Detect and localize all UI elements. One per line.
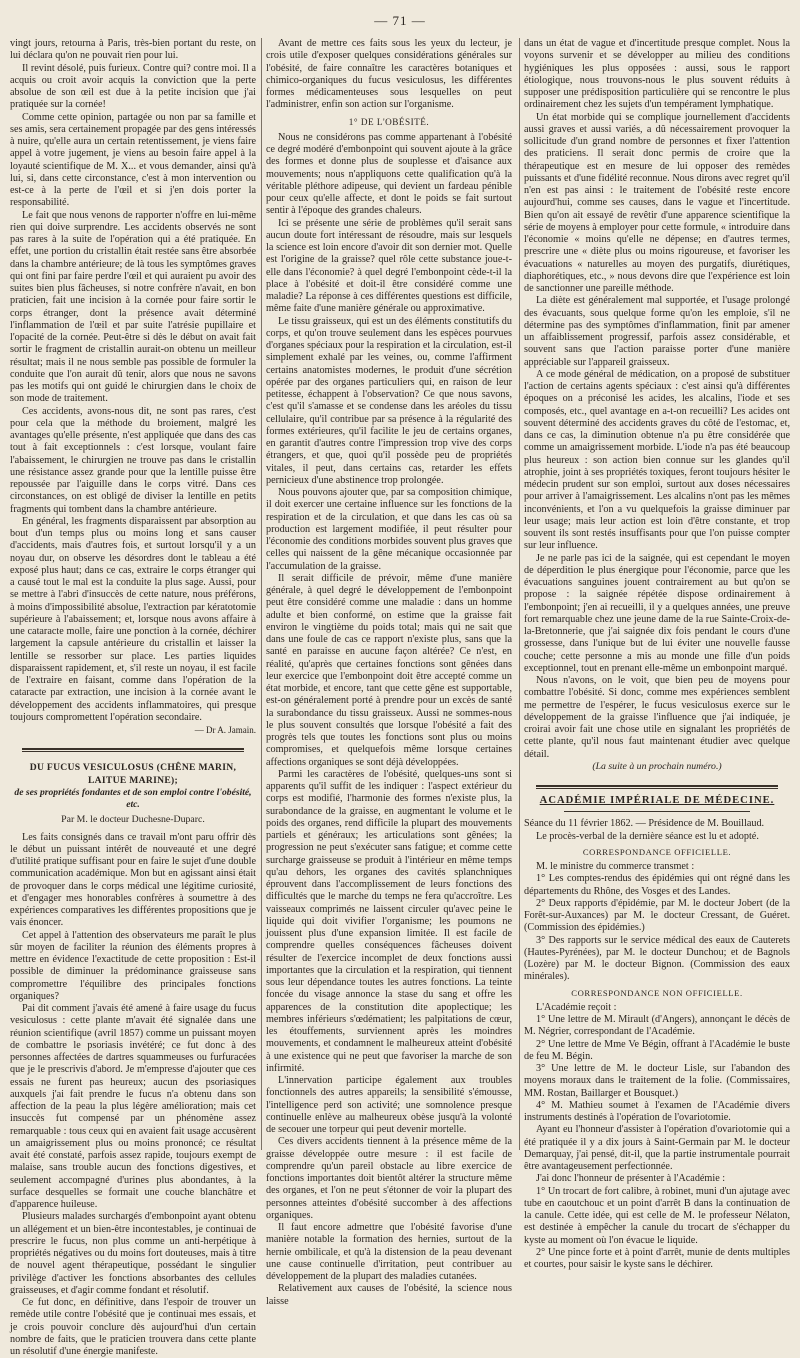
paragraph: vingt jours, retourna à Paris, très-bien portant du reste, on lui déclara qu'on ne pouvait rien pour lui. [10,38,256,62]
paragraph: Avant de mettre ces faits sous les yeux du lecteur, je crois utile d'exposer quelques considérations générales sur l'obésité, de faire connaître les caractères botaniques et chimico-organiques du fucus vesiculosus, les différentes formes médicamenteuses sous lesquelles on peut l'administrer, enfin son action sur l'organisme. [266,38,512,111]
list-item: 4° M. Mathieu soumet à l'examen de l'Académie divers instruments destinés à l'opération de l'ovariotomie. [524,1099,790,1123]
list-item: 2° Une lettre de Mme Ve Bégin, offrant à l'Académie le buste de feu M. Bégin. [524,1038,790,1062]
paragraph: Cet appel à l'attention des observateurs me paraît le plus sûr moyen de faciliter la réunion des éléments propres à mettre en évidence l'exactitude de cette proposition : Est-il possible de diminuer la prédominance graisseuse sans compromettre l'équilibre des principales fonctions organiques? [10,929,256,1002]
paragraph: Il faut encore admettre que l'obésité favorise d'une manière notable la formation des hernies, surtout de la hernie ombilicale, et qu'à la distension de la peau devenant une cause continuelle d'irritation, peut contribuer au développement de la plupart des maladies cutanées. [266,1222,512,1282]
paragraph: Le fait que nous venons de rapporter n'offre en lui-même rien qui doive surprendre. Les accidents observés ne sont pas rares à la suite de l'opération qui a été pratiquée. En effet, une portion du cristallin était restée sans être absorbée dans la chambre antérieure; de là tous les symptômes graves qui ont fini par faire perdre l'œil et qui auraient pu avoir des suites bien plus fâcheuses, si notre confrère n'avait, en bon praticien, fait une incision à la cornée pour faire sortir le corps étranger, dont la présence avait déterminé l'inflammation de l'œil et par suite l'atrésie pupillaire et l'opacité de la cornée. Peut-être si dès le début on avait fait sortir le fragment de cristallin aurait-on obtenu un meilleur résultat; mais il ne nous semble pas possible de formuler la conduite que l'on aurait dû tenir, alors que nous ne savons pas les motifs qui ont guidé le chirurgien dans le choix de son mode de traitement. [10,209,256,405]
column-divider [519,38,520,1150]
paragraph: Ce fut donc, en définitive, dans l'espoir de trouver un remède utile contre l'obésité que je continuai mes essais, et je crois pouvoir conclure dès aujourd'hui d'un certain nombre de faits, que le praticien trouvera dans cette plante un résolutif d'une énergie manifeste. [10,1297,256,1357]
paragraph: En général, les fragments disparaissent par absorption au bout d'un temps plus ou moins long et sans causer d'accidents, mais d'autres fois, et surtout lorsqu'il y a un noyau dur, on observe les désordres dont le tableau a été exposé plus haut; dans ce cas, extraire le corps étranger qui a causé tout le mal est la conduite la plus sage. Aussi, pour se mettre à l'abri d'insuccès de cette nature, nous préférons, à moins d'impossibilité absolue, l'extraction par kératotomie supérieure à l'abaissement; et, lorsque nous avons affaire à une cataracte molle, faire une ponction à la cornée, déchirer largement la capsule antérieure du cristallin et laisser la lentille se ressorber sur place. Les parties liquides disparaissent rapidement, et, s'il reste un noyau, il est facile de l'extraire en faisant, comme dans l'opération de la cataracte par extraction, une incision à la cornée avant le développement des accidents inflammatoires, qui presque toujours compromettent l'opération secondaire. [10,515,256,723]
paragraph: Ces accidents, avons-nous dit, ne sont pas rares, c'est pour cela que la méthode du broiement, malgré les avantages qu'elle présente, n'est appliquée que dans des cas tout à fait exceptionnels : c'est lorsque, voulant faire l'abaissement, le chirurgien ne trouve pas dans le cristallin une résistance assez grande pour que la lentille puisse être repoussée par l'aiguille dans le corps vitré. Dans ces circonstances, on est obligé de diviser la lentille en petits fragments qui tombent dans la chambre antérieure. [10,405,256,515]
column-right [524,38,790,1270]
page-header [10,12,790,40]
column-middle [266,38,513,1307]
list-item: 3° Une lettre de M. le docteur Lisle, sur l'abandon des moyens moraux dans le traitement de la folie. (Commissaires, MM. Rostan, Baillarger et Bousquet.) [524,1063,790,1099]
paragraph: Le tissu graisseux, qui est un des éléments constitutifs du corps, et qu'on trouve seulement dans les espèces pourvues d'organes spéciaux pour la respiration et la circulation, est-il simplement exhalé par les veines, ou, comme l'affirment certains anatomistes modernes, le produit d'une sécrétion opérée par des organes particuliers qui, en raison de leur petitesse, échappent à l'observation? Ce que nous savons, c'est qu'il s'amasse et se condense dans les aréoles du tissu cellulaire, qu'il contribue par sa présence à la régularité des formes extérieures, qu'il facilite le jeu de certains organes, en garantit d'autres contre l'impression trop vive des corps étrangers, et que, quoi qu'il possède peu de propriétés vitales, il peut, dans certains cas, retarder les effets pernicieux d'une abstinence trop prolongée. [266,315,512,486]
list-item: 3° Des rapports sur le service médical des eaux de Cauterets (Hautes-Pyrénées), par M. le docteur Dunchou; et de Bagnols (Lozère) par M. le docteur Bignon. (Commission des eaux minérales). [524,934,790,983]
paragraph: Nous n'avons, on le voit, que bien peu de moyens pour combattre l'obésité. Si donc, comme mes expériences semblent me permettre de l'espérer, le fucus vesiculosus exerce sur le développement de la graisse l'influence que j'ai indiquée, je croirai avoir fait une chose utile en signalant les propriétés de cette plante, qu'il nous faut maintenant étudier avec quelque détail. [524,675,790,760]
list-item: 1° Les comptes-rendus des épidémies qui ont régné dans les départements du Rhône, des Vosges et des Landes. [524,873,790,897]
paragraph: Il revint désolé, puis furieux. Contre qui? contre moi. Il a acquis ou croit avoir acquis la conviction que la perte absolue de son œil est due à la petite incision que j'ai pratiquée sur la cornée! [10,62,256,111]
paragraph: A ce mode général de médication, on a proposé de substituer l'action de certains agents spéciaux : c'est ainsi qu'à différentes époques on a préconisé les acides, les alcalins, l'iode et ses composés, etc., quel avantage en a-t-on recueilli? Les acides ont souvent déterminé des accidents graves du côté de l'estomac, et, dans ce cas, la diminution obtenue n'a pu être considérée que comme un amaigrissement morbide. L'iode n'a pas été beaucoup plus heureux : son action bien connue sur les glandes qu'il atrophie, joint à ses propriétés toxiques, feront toujours hésiter le médecin prudent sur son emploi, surtout aux doses nécessaires pour arriver à l'amaigrissement. Les alcalins n'ont pas les mêmes inconvénients, et l'on a vu quelquefois la graisse diminuer par leur usage; mais leur action est loin d'être constante, et trop souvent ils sont restés insuffisants pour que l'on puisse compter sur leur influence. [524,368,790,552]
paragraph: Il serait difficile de prévoir, même d'une manière générale, à quel degré le développement de l'embonpoint peut être considéré comme une maladie : dans un homme adulte et bien conformé, on estime que la graisse fait environ le vingtième du poids total; mais qui ne sait que dans une foule de cas ce rapport n'existe plus, sans que la santé en paraisse en aucune façon altérée? Ce n'est, en réalité, qu'après que certaines fonctions sont gênées dans leur exercice que l'embonpoint doit être accepté comme un état morbide, et encore, tant que cette gêne est supportable, est-on généralement porté à prendre pour un excès de santé la surabondance du tissu graisseux. Aussi ne sommes-nous le plus souvent consultés que lorsque l'obésité a fait des progrès tels que toutes les fonctions sont plus ou moins compromises, et quelquefois même lorsque certaines affections organiques se sont déjà développées. [266,572,512,768]
column-left [10,38,256,1357]
ornamental-rule [524,781,790,791]
article-subtitle: de ses propriétés fondantes et de son emploi contre l'obésité, etc. [14,786,252,810]
list-item: 1° Une lettre de M. Mirault (d'Angers), annonçant le décès de M. Négrier, correspondant de l'Académie. [524,1014,790,1038]
correspondence-unofficial-heading: CORRESPONDANCE NON OFFICIELLE. [571,987,743,998]
list-item: 2° Une pince forte et à point d'arrêt, munie de dents multiples et courtes, pour saisir le kyste sans le déchirer. [524,1246,790,1270]
paragraph: La diète est généralement mal supportée, et l'usage prolongé des évacuants, sous quelque forme qu'on les emploie, s'il ne détermine pas des symptômes d'inflammation, finit par amener un affaiblissement progressif, parfois assez considérable, et souvent sans que l'action paraisse porter d'une manière appréciable sur l'appareil graisseux. [524,295,790,368]
paragraph: Un état morbide qui se complique journellement d'accidents aussi graves et aussi variés, a dû nécessairement provoquer la sollicitude d'un grand nombre de personnes et fixer l'attention des praticiens. Il serait donc permis de croire que la thérapeutique est en mesure de lui opposer des remèdes puissants et d'une fidélité reconnue. Nous dirons avec regret qu'il n'en est pas ainsi : le traitement de l'obésité reste encore aujourd'hui, comme ses causes, dans le vague et l'incertitude. Bien qu'on ait essayé de revêtir d'une apparence scientifique la série de moyens à employer pour cette formule, « introduire dans l'économie « moins qu'elle ne dépense; en d'autres termes, prescrire une « diète plus ou moins rigoureuse, et favoriser les évacuations « naturelles au moyen des purgatifs, diurétiques, diaphorétiques, etc., » nous devons dire que l'expérience est loin de sanctionner une pareille méthode. [524,111,790,294]
list-item: 1° Un trocart de fort calibre, à robinet, muni d'un ajutage avec tube en caoutchouc et un point d'arrêt B dans la continuation de la canule. Cette idée, qui est celle de M. le professeur Nélaton, est destinée à empêcher la canule du trocart de s'échapper du kyste au moment où l'on évacue le liquide. [524,1185,790,1246]
short-rule [564,811,750,812]
article-byline: Par M. le docteur Duchesne-Duparc. [61,814,205,826]
author-signature: — Dr A. Jamain. [194,725,256,735]
paragraph: Relativement aux causes de l'obésité, la science nous laisse [266,1283,512,1307]
ornamental-rule [10,744,256,754]
paragraph: Parmi les caractères de l'obésité, quelques-uns sont si apparents qu'il suffit de les indiquer : l'aspect extérieur du corps est modifié, l'harmonie des formes n'existe plus, la surabondance de la graisse, en augmentant le volume et le poids des organes, rend difficile la plupart des mouvements partiels et généraux; les articulations sont gênées; la progression ne peut s'exécuter sans fatigue; et comme cette surcharge graisseuse se produit à l'intérieur en même temps qu'au dehors, les organes des cavités splanchniques éprouvent dans l'accomplissement de leurs fonctions des difficultés que le marche du temps ne fera qu'accroître. Les vaisseaux comprimés ne laissent circuler qu'avec peine le liquide qui doit vivifier l'organisme; les poumons ne jouissent plus d'une expansion limitée. Il est facile de comprendre quelles conséquences fâcheuses doivent résulter de l'exercice incomplet de deux fonctions aussi importantes que la circulation et la respiration, qui tiennent sous leur dépendance toutes les autres fonctions. La teinte foncée du visage annonce la stase du sang et offre les apparences de la constitution dite apoplectique; les membres inférieurs s'œdématient; les palpitations de cœur, les étouffements, surviennent après les moindres mouvements, et condamnent le malheureux atteint d'obésité à une existence qui ne peut que favoriser la marche de son infirmité. [266,768,512,1074]
paragraph: Je ne parle pas ici de la saignée, qui est cependant le moyen de déperdition le plus énergique pour l'économie, parce que les évacuations sanguines jouent contrairement au but qu'on se propose : la saignée répétée dispose ordinairement à l'embonpoint; j'en ai recueilli, il y a quelques années, une preuve fort remarquable chez une jeune dame de la rue Sainte-Croix-de-la-Bretonnerie, que j'ai saignée dix fois pendant le cours d'une grossesse, dans l'unique but de lui éviter une nouvelle fausse couche; cette personne a mis au monde une fille d'un poids exceptionnel, tout en prenant elle-même un embonpoint marqué. [524,552,790,674]
list-item: M. le ministre du commerce transmet : [536,861,695,872]
paragraph: Ici se présente une série de problèmes qu'il serait sans aucun doute fort intéressant de résoudre, mais sur lesquels la science est loin encore d'avoir dit son dernier mot. Quelle est l'origine de la graisse? quel rôle cette substance joue-t-elle dans l'économie? à quel degré l'embonpoint cède-t-il la place à l'obésité et doit-il être considéré comme une maladie? La réponse à ces différentes questions est difficile, même faite d'une manière générale ou approximative. [266,217,512,315]
paragraph: Pai dit comment j'avais été amené à faire usage du fucus vesiculosus : cette plante m'avait été signalée dans une réunion scientifique (avril 1857) comme un puissant moyen de combattre le psoriasis invétéré; ce fut donc à des personnes affectées de dartres squammeuses ou furfuracées que je le prescrivis d'abord. Je m'empresse d'ajouter que ces essais ne furent pas heureux; aucun des psoriasiques auxquels j'ai fait prendre le fucus n'a obtenu dans son affection de la peau la plus légère amélioration; mais cet insuccès fut compensé par un phénomène assez remarquable : tous ceux qui en avaient fait usage accusèrent un amaigrissement plus ou moins prononcé; ce résultat avait été constaté, parfois assez rapide, toujours exempt de malaise, sans trouble aucun des fonctions digestives, et seulement accompagné d'urines plus abondantes, à la surface desquelles se formait une couche blanchâtre et d'apparence huileuse. [10,1003,256,1210]
journal-page [10,12,790,1357]
minutes-line: Le procès-verbal de la dernière séance est lu et adopté. [536,830,759,842]
paragraph: Ces divers accidents tiennent à la présence même de la graisse développée outre mesure : il est facile de comprendre qu'un pareil obstacle au libre exercice de fonctions importantes doit bientôt altérer la structure même des organes, et l'on ne peut s'étonner de voir la plupart des personnes atteintes d'obésité succomber à des affections organiques. [266,1136,512,1221]
academy-heading: ACADÉMIE IMPÉRIALE DE MÉDECINE. [539,795,775,806]
article-title: DU FUCUS VESICULOSUS (CHÊNE MARIN, LAITUE MARINE); [29,762,237,786]
paragraph: Plusieurs malades surchargés d'embonpoint ayant obtenu un allégement et un bien-être incontestables, je continuai de prescrire le fucus, non plus comme un anti-herpétique à propriétés négatives ou du moins fort douteuses, mais à titre de nouvel agent thérapeutique, possédant le singulier privilège d'activer les fonctions absorbantes des cellules graisseuses, et d'agir comme fondant et résolutif. [10,1211,256,1296]
section-heading: 1° DE L'OBÉSITÉ. [348,116,430,127]
paragraph: Nous ne considérons pas comme appartenant à l'obésité ce degré modéré d'embonpoint qui souvent ajoute à la grâce des formes et donne plus de souplesse et d'aisance aux mouvements; nous n'appliquons cette qualification qu'à la véritable pléthore adipeuse, qui devient un fardeau pénible pour ceux qu'elle affecte, et dont le poids se fait surtout sentir à l'époque des grandes chaleurs. [266,131,512,217]
list-item: Ayant eu l'honneur d'assister à l'opération d'ovariotomie qui a été pratiquée il y a dix jours à Saint-Germain par M. le docteur Demarquay, j'ai pensé, dit-il, que la partie instrumentale pourrait être avantageusement perfectionnée. [524,1124,790,1172]
paragraph: L'innervation participe également aux troubles fonctionnels des autres appareils; la sensibilité s'émousse, l'intelligence perd son activité; une somnolence presque continuelle enlève au malheureux obèse jusqu'à la volonté de secouer une torpeur qui peut devenir mortelle. [266,1075,512,1135]
three-column-body [10,38,790,1357]
paragraph: Nous pouvons ajouter que, par sa composition chimique, il doit exercer une certaine influence sur les fonctions de la respiration et de la circulation, et que dans les cas où sa production est largement modifiée, il peut résulter pour l'économie des conditions morbides souvent plus graves que celles qui naissent de la gêne mécanique occasionnée par l'accumulation de la graisse. [266,487,513,572]
page-number: — 71 — [374,13,426,28]
session-line: Séance du 11 février 1862. — Présidence de M. Bouillaud. [524,818,765,830]
paragraph: Comme cette opinion, partagée ou non par sa famille et ses amis, sera certainement propagée par des gens intéressés à nuire, qu'elle aura un certain retentissement, je viens faire appel à votre jugement, je viens au besoin faire appel à la loyauté scientifique de M. X... et vous demander, ainsi qu'à lui, si, dans cette circonstance, c'est à mon intervention ou est-ce à la perte de l'œil et si j'en dois porter la responsabilité. [10,111,256,209]
column-divider [261,38,262,1150]
list-item: 2° Deux rapports d'épidémie, par M. le docteur Jobert (de la Forêt-sur-Auxances) par M. le docteur Cressant, de Guéret. (Commission des épidémies.) [524,897,790,934]
paragraph: dans un état de vague et d'incertitude presque complet. Nous la voyons survenir et se développer au milieu des conditions hygiéniques les plus opposées : aussi, sous le rapport étiologique, nous trouvons-nous le plus souvent réduits à supposer une prédisposition particulière qui se rencontre le plus ordinairement chez les sujets d'un tempérament lymphatique. [524,38,790,111]
list-item: L'Académie reçoit : [536,1001,617,1013]
list-item: J'ai donc l'honneur de présenter à l'Académie : [536,1173,726,1185]
correspondence-official-heading: CORRESPONDANCE OFFICIELLE. [582,846,732,857]
paragraph: Les faits consignés dans ce travail m'ont paru offrir dès le début un puissant intérêt de nouveauté et une degré d'utilité pratique suffisant pour en faire le sujet d'une double communication académique. Mon but en agissant ainsi était de provoquer dans le corps médical une légitime curiosité, et d'engager mes honorables confrères à soumettre à des expériences comparatives les différentes propositions que je vais énoncer. [10,831,256,929]
continued-note: (La suite à un prochain numéro.) [592,760,722,772]
